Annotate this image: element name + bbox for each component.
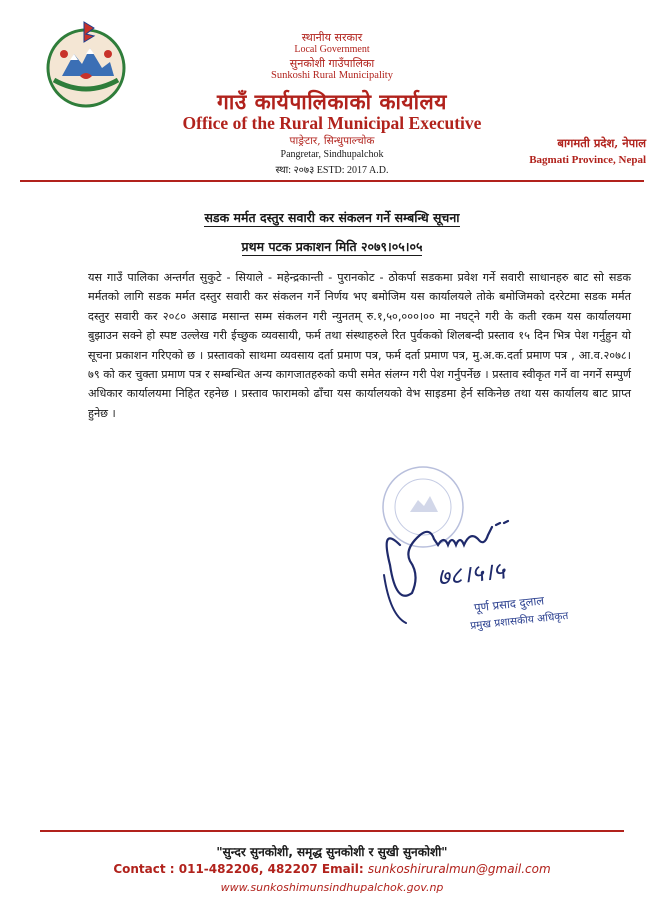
notice-title-text: सडक मर्मत दस्तुर सवारी कर संकलन गर्ने सम्बन्धि सूचना [204,210,460,225]
place-en: Pangretar, Sindhupalchok [280,149,384,160]
website-link[interactable]: www.sunkoshimunsindhupalchok.gov.np [220,881,444,894]
contact-numbers: Contact : 011-482206, 482207 Email: [113,862,364,876]
email-link[interactable]: sunkoshiruralmun@gmail.com [367,862,551,876]
province-en: Bagmati Province, Nepal [529,154,646,166]
footer-divider [40,830,624,832]
notice-title [0,209,664,226]
footer-contact [0,862,664,876]
office-name-en: Office of the Rural Municipal Executive [182,113,482,133]
signature-date: ७८।५।५ [435,556,507,592]
header-divider [20,180,644,182]
province-np: बागमती प्रदेश, नेपाल [557,136,646,150]
footer-slogan: "सुन्दर सुनकोशी, समृद्ध सुनकोशी र सुखी सुनकोशी" [216,845,448,859]
municipality-name-en: Sunkoshi Rural Municipality [271,70,393,81]
established-date: स्था: २०७३ ESTD: 2017 A.D. [275,165,389,176]
municipality-name-np: सुनकोशी गाउँपालिका [289,57,375,70]
local-government-en: Local Government [294,44,370,55]
publication-date [0,238,664,255]
signatory-name: पूर्ण प्रसाद दुलाल [473,593,545,615]
publication-date-text: प्रथम पटक प्रकाशन मिति २०७९।०५।०५ [241,239,423,254]
place-np: पाङ्रेटार, सिन्धुपाल्चोक [289,135,375,147]
signatory-title: प्रमुख प्रशासकीय अधिकृत [469,609,569,633]
local-government-np: स्थानीय सरकार [301,31,363,44]
office-name-np: गाउँ कार्यपालिकाको कार्यालय [217,89,447,114]
notice-body: यस गाउँ पालिका अन्तर्गत सुकुटे - सियाले - महेन्द्रकान्ती - पुरानकोट - ठोकर्पा सडकमा प्रवेश गर्ने सवारी साधानहरु बाट सो सडक मर्मतको लागि सडक मर्मत दस्तुर सवारी कर संकलन गर्ने निर्णय भए बमोजिम यस कार्यालयले तोके बमोजिमको दररेटमा सडक मर्मत दस्तुर सवारी कर २०८० असाढ मसान्त सम्म संकलन गरी न्युनतम् रु.१,५०,०००।०० मा नघट्ने गरी के कती रकम यस कार्यालयमा बुझाउन सक्ने हो स्पष्ट उल्लेख गरी ईच्छुक व्यवसायी, फर्म तथा संस्थाहरुले रित पुर्वकको शिलबन्दी प्रस्ताव १५ दिन भित्र पेश गर्नुहुन यो सूचना प्रकाशन गरिएको छ । प्रस्तावको साथमा व्यवसाय दर्ता प्रमाण पत्र, फर्म दर्ता प्रमाण पत्र, मु.अ.क.दर्ता प्रमाण पत्र , आ.व.२०७८।७९ को कर चुक्ता प्रमाण पत्र र सम्बन्धित अन्य कागजातहरुको कपी समेत संलग्न गरी पेश गर्नुपर्नेछ । प्रस्ताव स्वीकृत गर्ने वा नगर्ने सम्पुर्ण अधिकार कार्यालयमा निहित रहनेछ । प्रस्ताव फारामको ढाँचा यस कार्यालयको वेभ साइडमा हेर्न सकिनेछ तथा यस कार्यालय बाट प्राप्त हुनेछ । [88,271,631,420]
